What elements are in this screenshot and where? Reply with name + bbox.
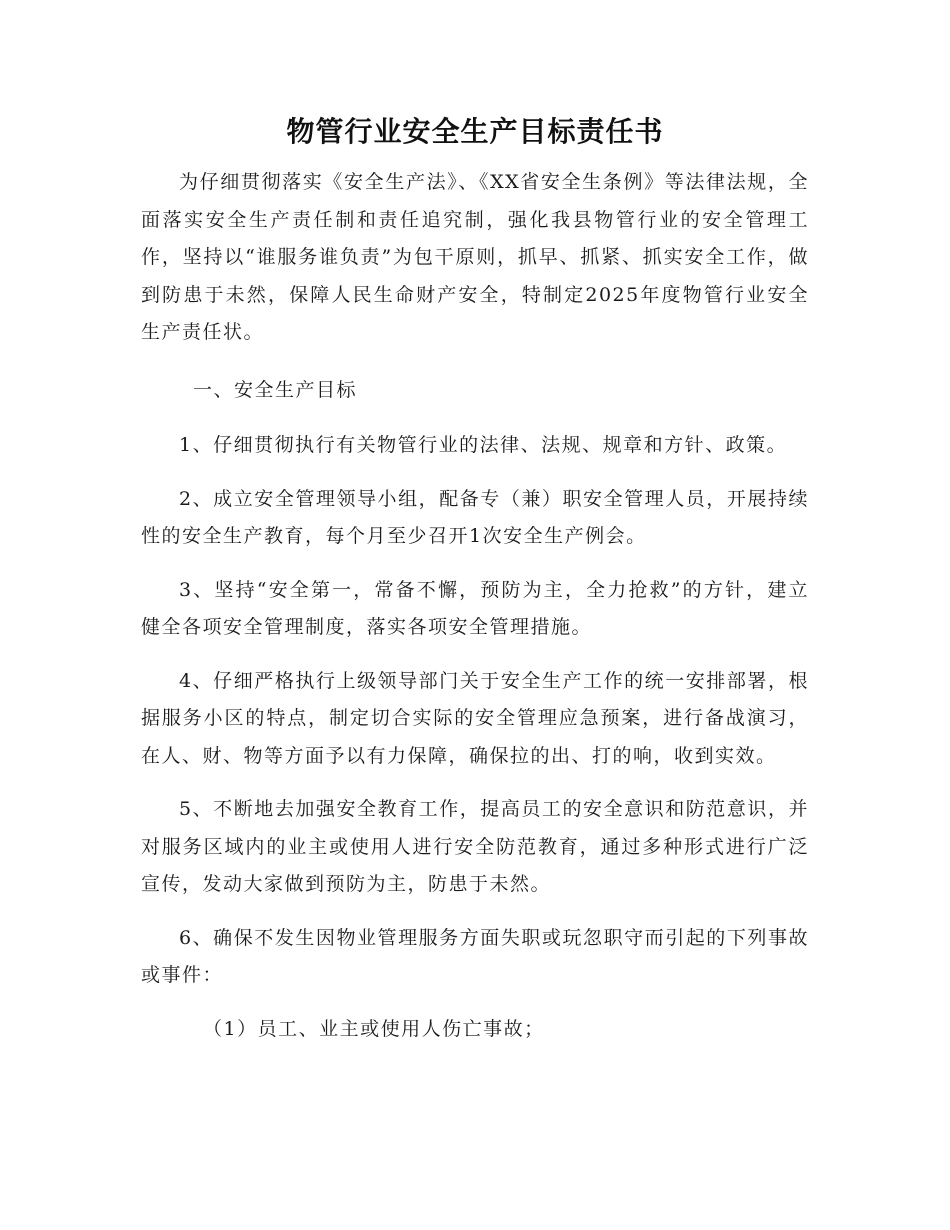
document-body [141,164,809,1064]
document-title: 物管行业安全生产目标责任书 [286,115,664,148]
list-item: 2、成立安全管理领导小组，配备专（兼）职安全管理人员，开展持续性的安全生产教育，每个月至少召开1次安全生产例会。 [141,487,809,547]
sub-list-item: （1）员工、业主或使用人伤亡事故； [203,1017,545,1040]
intro-paragraph: 为仔细贯彻落实《安全生产法》、《XX省安全生条例》等法律法规，全面落实安全生产责任制和责任追究制，强化我县物管行业的安全管理工作，坚持以“谁服务谁负责”为包干原则，抓早、抓紧、抓实安全工作，做到防患于未然，保障人民生命财产安全，特制定2025年度物管行业安全生产责任状。 [141,171,809,343]
list-item: 1、仔细贯彻执行有关物管行业的法律、法规、规章和方针、政策。 [179,434,788,456]
list-item: 3、坚持“安全第一，常备不懈，预防为主，全力抢救”的方针，建立健全各项安全管理制度，落实各项安全管理措施。 [141,578,809,638]
list-item: 4、仔细严格执行上级领导部门关于安全生产工作的统一安排部署，根据服务小区的特点，制定切合实际的安全管理应急预案，进行备战演习，在人、财、物等方面予以有力保障，确保拉的出、打的响，收到实效。 [141,669,809,767]
section-heading: 一、安全生产目标 [193,378,358,401]
list-item: 5、不断地去加强安全教育工作，提高员工的安全意识和防范意识，并对服务区域内的业主或使用人进行安全防范教育，通过多种形式进行广泛宣传，发动大家做到预防为主，防患于未然。 [141,798,809,895]
list-item: 6、确保不发生因物业管理服务方面失职或玩忽职守而引起的下列事故或事件： [141,926,809,986]
